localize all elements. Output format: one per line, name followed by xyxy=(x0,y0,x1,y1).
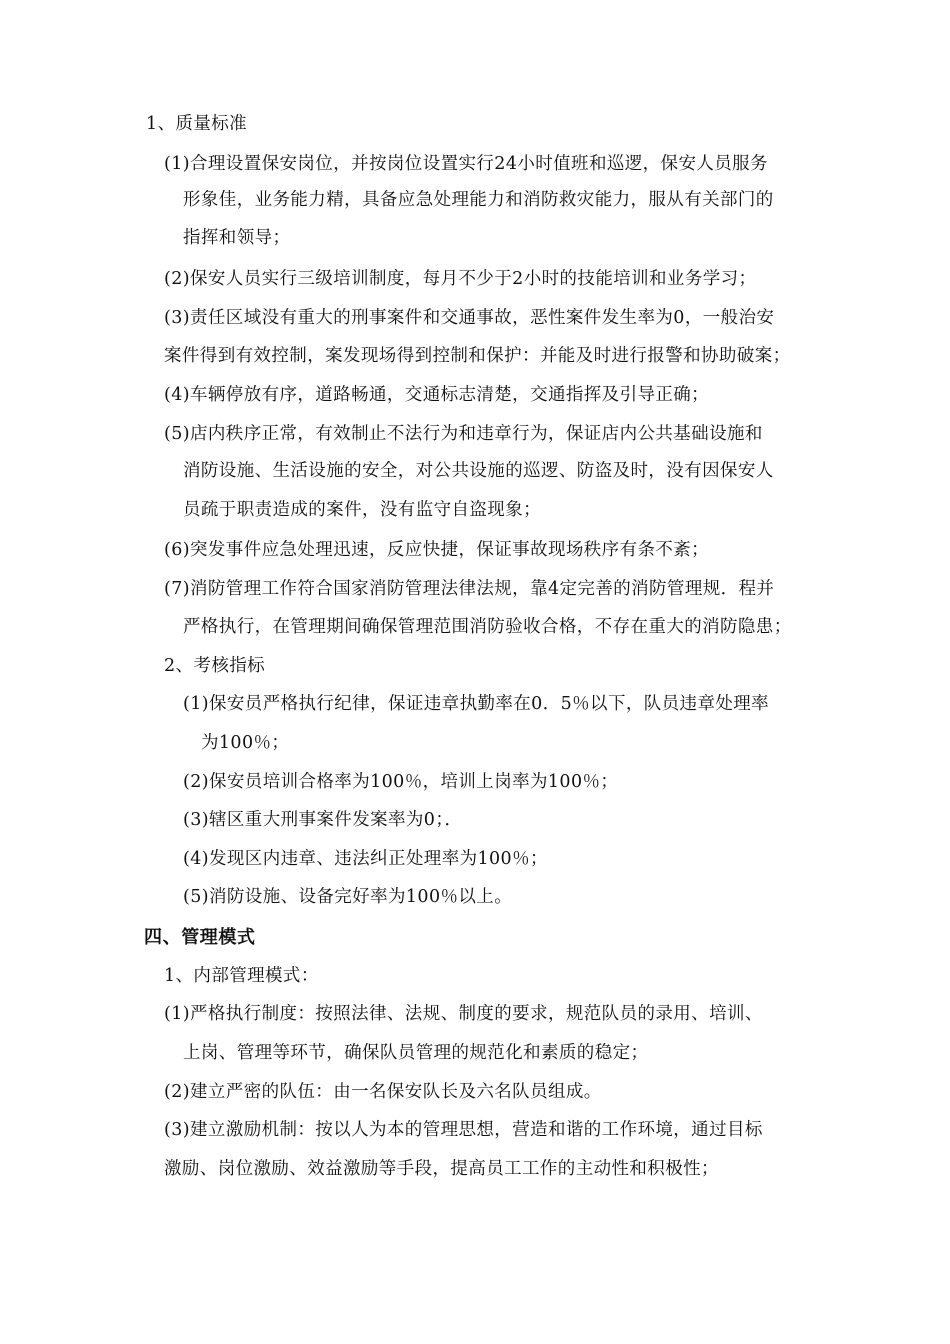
quality-item-1-line-2: 形象佳，业务能力精，具备应急处理能力和消防救灾能力，服从有关部门的 xyxy=(183,190,774,210)
management-sub-title: 1、内部管理模式： xyxy=(164,966,319,986)
quality-item-6-line-1: (6)突发事件应急处理迅速，反应快捷，保证事故现场秩序有条不紊； xyxy=(164,540,710,560)
quality-item-2-line-1: (2)保安人员实行三级培训制度，每月不少于2小时的技能培训和业务学习； xyxy=(164,269,757,289)
assessment-item-1-line-1: (1)保安员严格执行纪律，保证违章执勤率在0．5％以下，队员违章处理率 xyxy=(183,694,770,714)
quality-item-1-line-3: 指挥和领导； xyxy=(183,228,291,248)
assessment-item-3-line-1: (3)辖区重大刑事案件发案率为0；． xyxy=(183,810,463,830)
assessment-item-4-line-1: (4)发现区内违章、违法纠正处理率为100％； xyxy=(183,849,548,869)
quality-item-5-line-2: 消防设施、生活设施的安全，对公共设施的巡逻、防盗及时，没有因保安人 xyxy=(183,461,774,481)
quality-item-7-line-2: 严格执行，在管理期间确保管理范围消防验收合格，不存在重大的消防隐患； xyxy=(183,617,792,637)
management-item-2-line-1: (2)建立严密的队伍：由一名保安队长及六名队员组成。 xyxy=(164,1082,602,1102)
assessment-item-1-line-2: 为100％； xyxy=(201,733,290,753)
quality-item-3-line-1: (3)责任区域没有重大的刑事案件和交通事故，恶性案件发生率为0，一般治安 xyxy=(164,308,775,328)
section-management-heading: 四、管理模式 xyxy=(144,927,256,948)
quality-item-5-line-1: (5)店内秩序正常，有效制止不法行为和违章行为，保证店内公共基础设施和 xyxy=(164,424,763,444)
section-quality-standard-title: 1、质量标准 xyxy=(146,114,248,134)
quality-item-7-line-1: (7)消防管理工作符合国家消防管理法律法规，靠4定完善的消防管理规．程并 xyxy=(164,579,775,599)
assessment-item-2-line-1: (2)保安员培训合格率为100％，培训上岗率为100％； xyxy=(183,772,619,792)
quality-item-3-line-2: 案件得到有效控制，案发现场得到控制和保护：并能及时进行报警和协助破案； xyxy=(164,346,791,366)
management-item-1-line-2: 上岗、管理等环节，确保队员管理的规范化和素质的稳定； xyxy=(183,1043,649,1063)
quality-item-1-line-1: (1)合理设置保安岗位，并按岗位设置实行24小时值班和巡逻，保安人员服务 xyxy=(164,154,768,174)
management-item-1-line-1: (1)严格执行制度：按照法律、法规、制度的要求，规范队员的录用、培训、 xyxy=(164,1004,763,1024)
assessment-item-5-line-1: (5)消防设施、设备完好率为100％以上。 xyxy=(183,887,513,907)
quality-item-5-line-3: 员疏于职责造成的案件，没有监守自盗现象； xyxy=(183,500,541,520)
management-item-3-line-2: 激励、岗位激励、效益激励等手段，提高员工工作的主动性和积极性； xyxy=(164,1159,719,1179)
section-assessment-title: 2、考核指标 xyxy=(164,656,266,676)
management-item-3-line-1: (3)建立激励机制：按以人为本的管理思想，营造和谐的工作环境，通过目标 xyxy=(164,1120,763,1140)
quality-item-4-line-1: (4)车辆停放有序，道路畅通，交通标志清楚，交通指挥及引导正确； xyxy=(164,385,710,405)
